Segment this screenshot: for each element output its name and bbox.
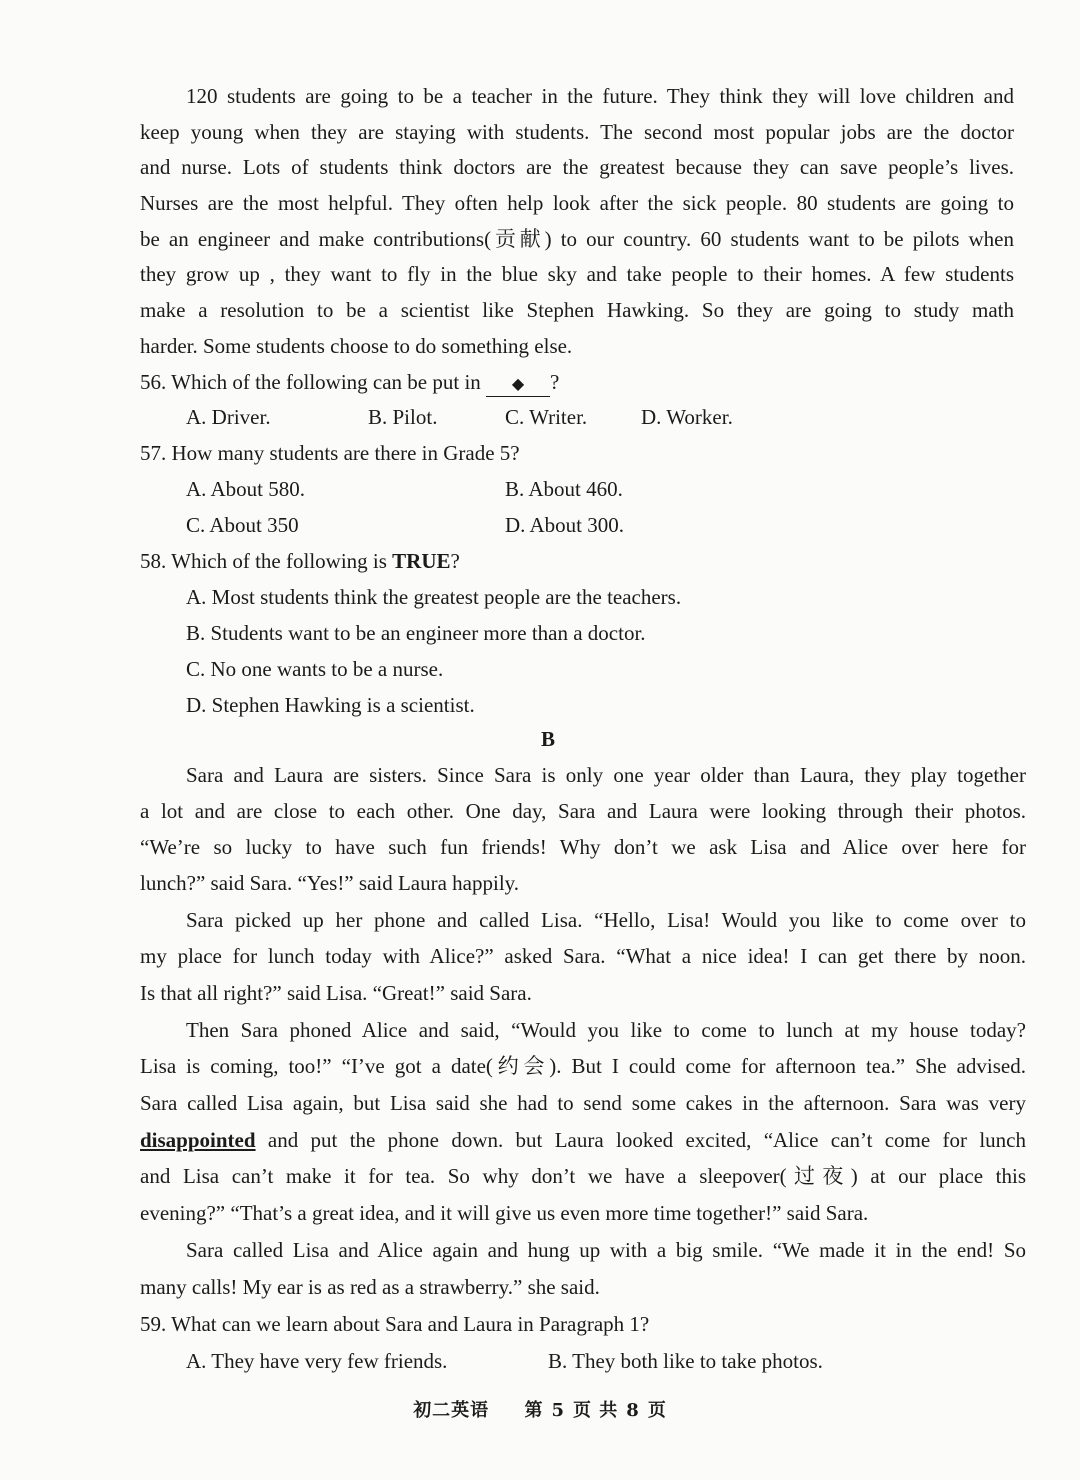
- passage-b-line: Lisa is coming, too!” “I’ve got a date(约会). But I could come for afternoon tea.” She advised.: [140, 1054, 1026, 1078]
- passage-a-line: Nurses are the most helpful. They often help look after the sick people. 80 students are going to: [140, 191, 1014, 215]
- passage-b-line: a lot and are close to each other. One day, Sara and Laura were looking through their photos.: [140, 799, 1026, 823]
- question-56-mark: ?: [550, 370, 560, 394]
- footer-total-pages: 8: [626, 1400, 640, 1421]
- footer-page-number: 5: [551, 1400, 565, 1421]
- passage-b-line: Sara called Lisa again, but Lisa said she had to send some cakes in the afternoon. Sara was very: [140, 1091, 1026, 1115]
- passage-a-line: 120 students are going to be a teacher in the future. They think they will love children and: [186, 84, 1014, 108]
- question-58-mark: ?: [450, 549, 460, 573]
- passage-b-text: and put the phone down. but Laura looked excited, “Alice can’t come for lunch: [255, 1128, 1026, 1152]
- question-58-option-b: B. Students want to be an engineer more than a doctor.: [186, 621, 646, 645]
- question-57-option-b: B. About 460.: [505, 477, 623, 501]
- question-58-option-d: D. Stephen Hawking is a scientist.: [186, 693, 475, 717]
- question-58-bold-word: TRUE: [392, 549, 451, 573]
- question-59-option-a: A. They have very few friends.: [186, 1349, 448, 1373]
- passage-a-line: keep young when they are staying with students. The second most popular jobs are the doctor: [140, 120, 1014, 144]
- footer-page-suffix: 页: [647, 1400, 667, 1421]
- footer-page-prefix: 第: [524, 1400, 544, 1421]
- passage-b-line: and Lisa can’t make it for tea. So why don’t we have a sleepover(过夜) at our place this: [140, 1164, 1026, 1188]
- question-57-stem: 57. How many students are there in Grade 5?: [140, 441, 520, 465]
- question-58-option-c: C. No one wants to be a nurse.: [186, 657, 444, 681]
- passage-a-line: harder. Some students choose to do something else.: [140, 334, 573, 358]
- passage-b-line: evening?” “That’s a great idea, and it will give us even more time together!” said Sara.: [140, 1201, 869, 1225]
- page-footer: [0, 1396, 1080, 1422]
- question-56-option-b: B. Pilot.: [368, 405, 438, 429]
- passage-b-line: lunch?” said Sara. “Yes!” said Laura happily.: [140, 871, 520, 895]
- passage-a-line: they grow up , they want to fly in the blue sky and take people to their homes. A few students: [140, 262, 1014, 286]
- question-57-option-c: C. About 350: [186, 513, 299, 537]
- question-56-option-a: A. Driver.: [186, 405, 271, 429]
- passage-b-line: Sara called Lisa and Alice again and hung up with a big smile. “We made it in the end! So: [186, 1238, 1026, 1262]
- footer-page-mid: 页 共: [573, 1400, 619, 1421]
- passage-b-line: my place for lunch today with Alice?” asked Sara. “What a nice idea! I can get there by noon.: [140, 944, 1026, 968]
- passage-b-line: Sara and Laura are sisters. Since Sara is only one year older than Laura, they play together: [186, 763, 1026, 787]
- question-59-stem: 59. What can we learn about Sara and Laura in Paragraph 1?: [140, 1312, 650, 1336]
- underlined-word-disappointed: disappointed: [140, 1128, 256, 1152]
- passage-a-line: make a resolution to be a scientist like Stephen Hawking. So they are going to study math: [140, 298, 1014, 322]
- passage-b-line: [140, 1126, 1026, 1154]
- passage-b-line: Then Sara phoned Alice and said, “Would you like to come to lunch at my house today?: [186, 1018, 1026, 1042]
- question-56-option-d: D. Worker.: [641, 405, 733, 429]
- question-58-text: 58. Which of the following is: [140, 549, 393, 573]
- passage-b-line: Sara picked up her phone and called Lisa. “Hello, Lisa! Would you like to come over to: [186, 908, 1026, 932]
- question-57-option-a: A. About 580.: [186, 477, 306, 501]
- question-58-stem: [140, 547, 1014, 575]
- section-b-title: B: [540, 727, 555, 751]
- question-56-stem: [140, 368, 1014, 397]
- passage-a-line: be an engineer and make contributions(贡献) to our country. 60 students want to be pilots when: [140, 227, 1014, 251]
- question-56-option-c: C. Writer.: [505, 405, 588, 429]
- answer-blank: [486, 371, 550, 397]
- passage-b-line: Is that all right?” said Lisa. “Great!” said Sara.: [140, 981, 532, 1005]
- question-58-option-a: A. Most students think the greatest people are the teachers.: [186, 585, 682, 609]
- passage-b-line: many calls! My ear is as red as a strawberry.” she said.: [140, 1275, 600, 1299]
- passage-b-line: “We’re so lucky to have such fun friends! Why don’t we ask Lisa and Alice over here for: [140, 835, 1026, 859]
- footer-subject: 初二英语: [413, 1400, 490, 1421]
- question-56-text: 56. Which of the following can be put in: [140, 370, 481, 394]
- question-57-option-d: D. About 300.: [505, 513, 625, 537]
- diamond-icon: ◆: [511, 376, 525, 393]
- question-59-option-b: B. They both like to take photos.: [548, 1349, 823, 1373]
- passage-a-line: and nurse. Lots of students think doctors are the greatest because they can save people’s lives.: [140, 155, 1014, 179]
